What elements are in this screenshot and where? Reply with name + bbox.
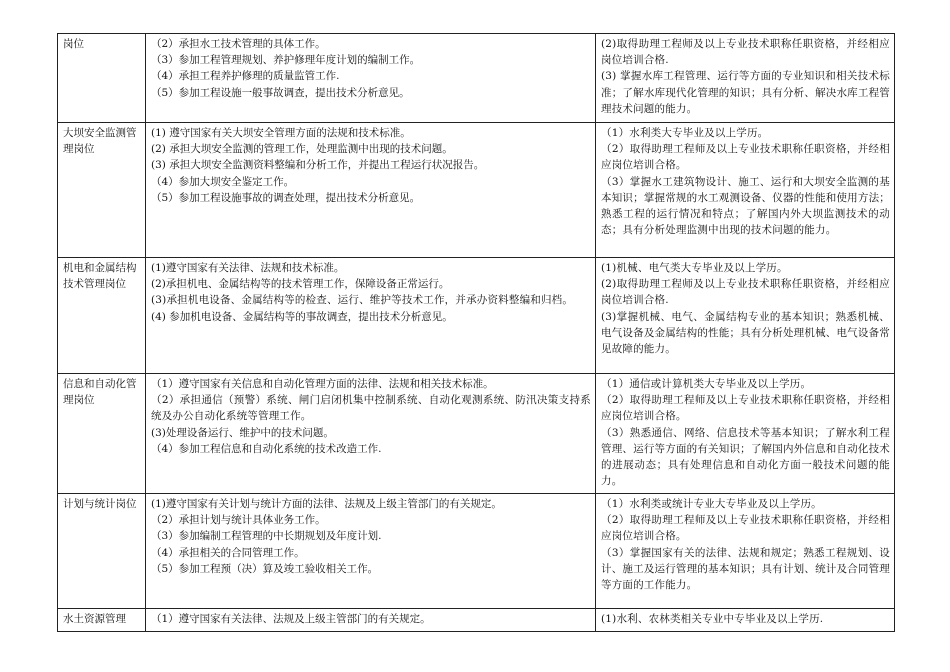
table-row bbox=[58, 34, 895, 123]
duties-cell bbox=[146, 374, 596, 494]
position-name: 信息和自动化管理岗位 bbox=[63, 378, 137, 407]
requirement-item: （2）取得助理工程师及以上专业技术职称任职资格，并经相应岗位培训合格。 bbox=[601, 514, 890, 543]
duties-cell bbox=[146, 34, 596, 123]
duties-cell bbox=[146, 258, 596, 374]
duty-item: （1）遵守国家有关法律、法规及上级主管部门的有关规定。 bbox=[151, 613, 431, 625]
requirement-item: （3）掌握水工建筑物设计、施工、运行和大坝安全监测的基本知识；掌握常规的水工观测设备、仪器的性能和使用方法；熟悉工程的运行情况和特点；了解国内外大坝监测技术的动态；具有分析处理监测中出现的技术问题的能力。 bbox=[601, 175, 890, 237]
position-cell bbox=[58, 374, 146, 494]
positions-table bbox=[57, 33, 895, 632]
requirement-item: （3）掌握国家有关的法律、法规和规定；熟悉工程规划、设计、施工及运行管理的基本知识；具有计划、统计及合同管理等方面的工作能力。 bbox=[601, 546, 890, 592]
duty-item: （2）承担通信（预警）系统、闸门启闭机集中控制系统、自动化观测系统、防汛决策支持系统及办公自动化系统等管理工作。 bbox=[151, 394, 591, 423]
duty-item: (3)处理设备运行、维护中的技术问题。 bbox=[151, 426, 334, 439]
duty-item: (3)承担机电设备、金属结构等的检查、运行、维护等技术工作，并承办资料整编和归档。 bbox=[151, 294, 574, 307]
position-cell bbox=[58, 494, 146, 609]
table-row bbox=[58, 494, 895, 609]
requirement-item: （3）熟悉通信、网络、信息技术等基本知识；了解水利工程管理、运行等方面的有关知识；了解国内外信息和自动化技术的进展动态；具有处理信息和自动化方面一般技术问题的能力。 bbox=[601, 426, 890, 488]
duty-item: (1) 遵守国家有关大坝安全管理方面的法规和技术标准。 bbox=[151, 127, 411, 139]
position-name: 机电和金属结构技术管理岗位 bbox=[63, 262, 137, 291]
duty-item: （2）承担计划与统计具体业务工作。 bbox=[151, 514, 326, 527]
duty-item: (3) 承担大坝安全监测资料整编和分析工作，并提出工程运行状况报告。 bbox=[151, 159, 485, 172]
duties-cell bbox=[146, 494, 596, 609]
requirement-item: (3) 掌握水库工程管理、运行等方面的专业知识和相关技术标准；了解水库现代化管理的知识；具有分析、解决水库工程管理技术问题的能力。 bbox=[601, 70, 890, 115]
requirement-item: （1）水利类大专毕业及以上学历。 bbox=[601, 127, 769, 139]
duty-item: （5）参加工程设施一般事故调查，提出技术分析意见。 bbox=[151, 86, 410, 99]
duty-item: （4）参加大坝安全鉴定工作。 bbox=[151, 175, 295, 188]
position-cell bbox=[58, 34, 146, 123]
duty-item: （4）承担工程养护修理的质量监管工作. bbox=[151, 70, 340, 83]
requirement-item: (1)机械、电气类大专毕业及以上学历。 bbox=[601, 262, 788, 274]
duty-item: （2）承担水工技术管理的具体工作。 bbox=[151, 38, 326, 50]
table-row bbox=[58, 258, 895, 374]
duty-item: （4）参加工程信息和自动化系统的技术改造工作. bbox=[151, 442, 382, 455]
requirements-cell bbox=[596, 123, 895, 258]
requirements-cell bbox=[596, 258, 895, 374]
duty-item: （3）参加工程管理规划、养护修理年度计划的编制工作。 bbox=[151, 54, 421, 67]
table-row bbox=[58, 374, 895, 494]
requirement-item: （1）水利类或统计专业大专毕业及以上学历。 bbox=[601, 498, 822, 510]
requirement-item: （2）取得助理工程师及以上专业技术职称任职资格，并经相应岗位培训合格。 bbox=[601, 143, 890, 172]
position-cell bbox=[58, 123, 146, 258]
requirement-item: (3)掌握机械、电气、金属结构专业的基本知识；熟悉机械、电气设备及金属结构的性能；具有分析处理机械、电气设备常见故障的能力。 bbox=[601, 310, 890, 356]
duty-item: （4）承担相关的合同管理工作。 bbox=[151, 546, 305, 559]
table-row bbox=[58, 123, 895, 258]
duty-item: (4) 参加机电设备、金属结构等的事故调查，提出技术分析意见。 bbox=[151, 310, 453, 323]
position-cell bbox=[58, 258, 146, 374]
duty-item: （1）遵守国家有关信息和自动化管理方面的法律、法规和相关技术标准。 bbox=[151, 378, 494, 390]
duty-item: (1)遵守国家有关法律、法规和技术标准。 bbox=[151, 262, 345, 274]
position-name: 大坝安全监测管理岗位 bbox=[63, 127, 137, 156]
duty-item: (2) 承担大坝安全监测的管理工作，处理监测中出现的技术问题。 bbox=[151, 143, 453, 156]
duty-item: (1)遵守国家有关计划与统计方面的法律、法规及上级主管部门的有关规定。 bbox=[151, 498, 502, 510]
duties-cell bbox=[146, 609, 596, 632]
requirement-item: (2)取得助理工程师及以上专业技术职称任职资格，并经相应岗位培训合格. bbox=[601, 38, 890, 67]
requirements-cell bbox=[596, 374, 895, 494]
position-cell bbox=[58, 609, 146, 632]
duty-item: (2)承担机电、金属结构等的技术管理工作，保障设备正常运行。 bbox=[151, 278, 450, 291]
duty-item: （5）参加工程设施事故的调查处理，提出技术分析意见。 bbox=[151, 191, 421, 204]
requirement-item: （1）通信或计算机类大专毕业及以上学历。 bbox=[601, 378, 812, 390]
duties-cell bbox=[146, 123, 596, 258]
position-name: 计划与统计岗位 bbox=[63, 498, 137, 510]
requirements-cell bbox=[596, 34, 895, 123]
requirements-cell bbox=[596, 494, 895, 609]
requirements-cell bbox=[596, 609, 895, 632]
requirement-item: (2)取得助理工程师及以上专业技术职称任职资格，并经相应岗位培训合格. bbox=[601, 278, 890, 307]
duty-item: （3）参加编制工程管理的中长期规划及年度计划. bbox=[151, 530, 382, 543]
position-name: 岗位 bbox=[63, 38, 84, 50]
requirement-item: (1)水利、农林类相关专业中专毕业及以上学历. bbox=[601, 613, 824, 625]
position-name: 水土资源管理 bbox=[63, 613, 126, 625]
duty-item: （5）参加工程预（决）算及竣工验收相关工作。 bbox=[151, 562, 379, 575]
requirement-item: （2）取得助理工程师及以上专业技术职称任职资格，并经相应岗位培训合格。 bbox=[601, 394, 890, 423]
table-row bbox=[58, 609, 895, 632]
